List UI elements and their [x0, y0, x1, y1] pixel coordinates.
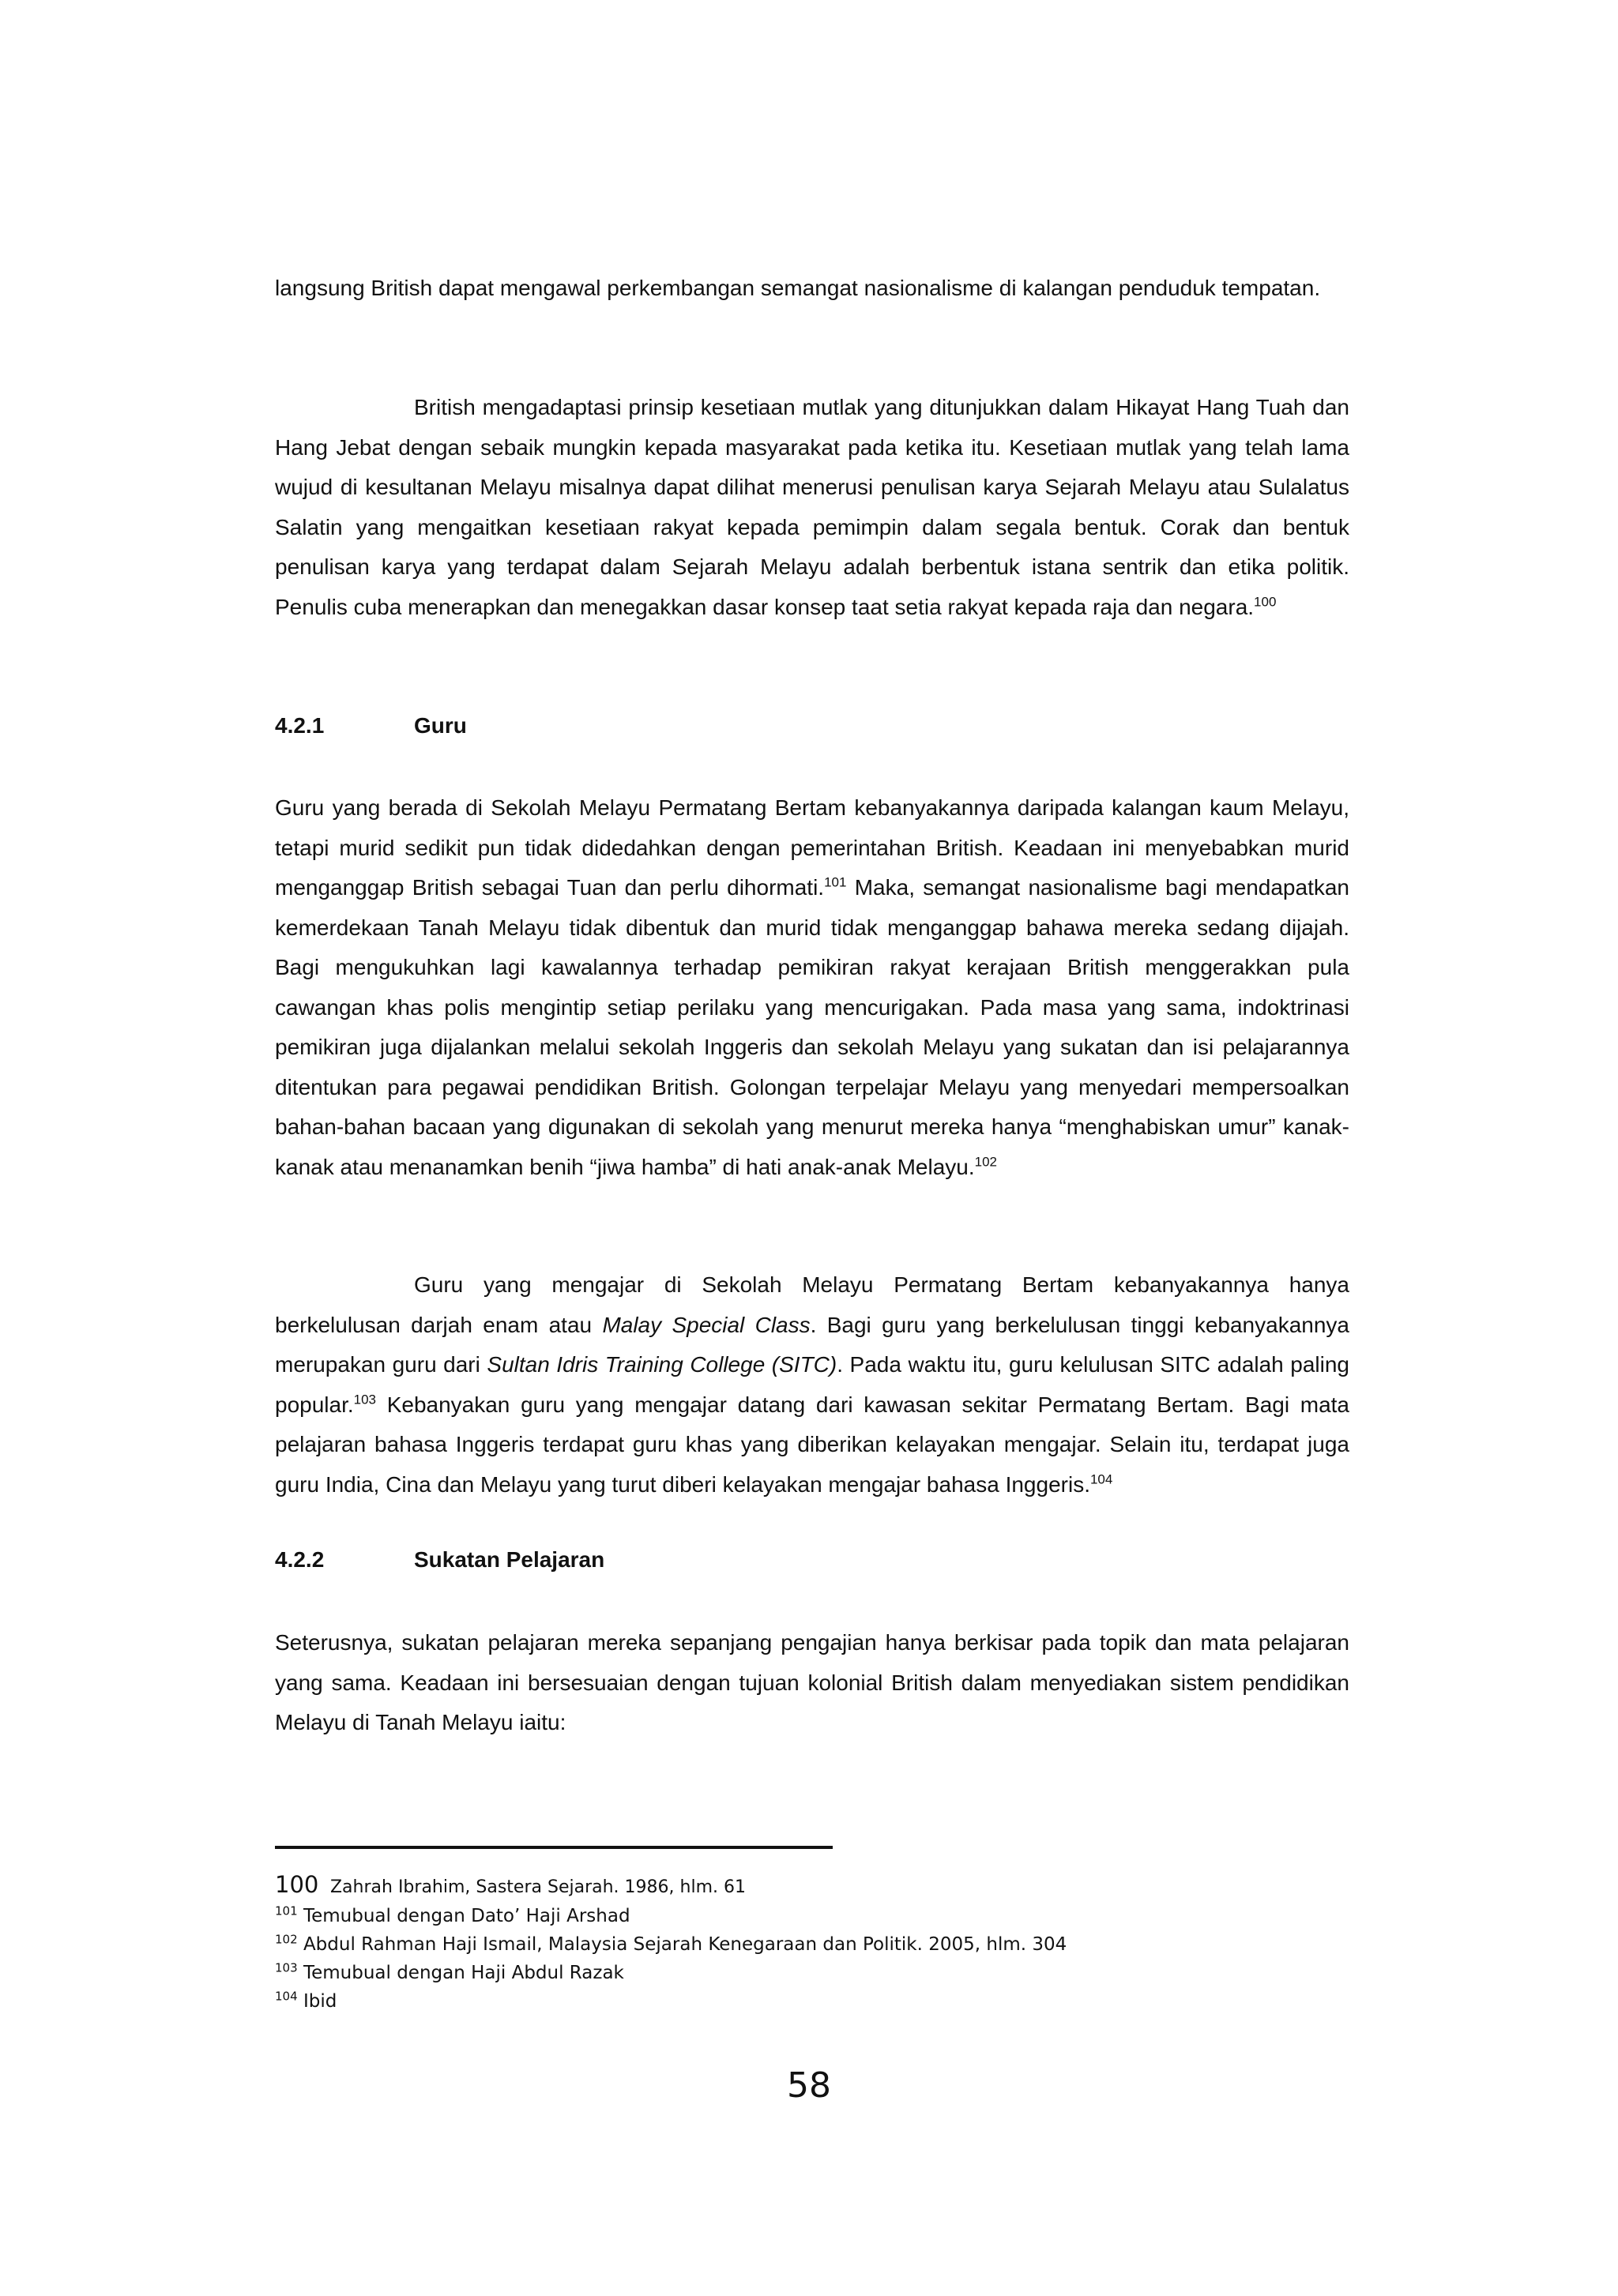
footnote-number: 101 — [275, 1903, 298, 1918]
footnote-ref-104[interactable]: 104 — [1089, 1471, 1113, 1487]
section-number: 4.2.2 — [275, 1547, 325, 1572]
paragraph-sukatan — [275, 1623, 1349, 1743]
section-heading-sukatan — [275, 1544, 604, 1576]
footnote-number: 103 — [275, 1960, 298, 1975]
paragraph-text: Maka, semangat nasionalisme bagi mendapatkan kemerdekaan Tanah Melayu tidak dibentuk dan murid tidak menganggap bahawa mereka sedang dijajah. Bagi mengukuhkan lagi kawalannya terhadap pemikiran rakyat kerajaan British menggerakkan pula cawangan khas polis mengintip setiap perilaku yang mencurigakan. Pada masa yang sama, indoktrinasi pemikiran juga dijalankan melalui sekolah Inggeris dan sekolah Melayu yang sukatan dan isi pelajarannya ditentukan para pegawai pendidikan British. Golongan terpelajar Melayu yang menyedari mempersoalkan bahan-bahan bacaan yang digunakan di sekolah yang menurut mereka hanya “menghabiskan umur” kanak-kanak atau menanamkan benih “jiwa hamba” di hati anak-anak Melayu. — [275, 875, 1350, 1179]
paragraph-text: . Bagi guru yang berkelulusan tinggi kebanyakannya merupakan guru dari — [275, 1312, 1349, 1377]
footnote-item — [275, 1959, 1223, 1987]
paragraph-intro-continuation — [275, 269, 1349, 309]
paragraph-text: British mengadaptasi prinsip kesetiaan mutlak yang ditunjukkan dalam Hikayat Hang Tuah dan Hang Jebat dengan sebaik mungkin kepada masyarakat pada ketika itu. Kesetiaan mutlak yang telah lama wujud di kesultanan Melayu misalnya dapat dilihat menerusi penulisan karya Sejarah Melayu atau Sulalatus Salatin yang mengaitkan kesetiaan rakyat kepada pemimpin dalam segala bentuk. Corak dan bentuk penulisan karya yang terdapat dalam Sejarah Melayu adalah berbentuk istana sentrik dan etika politik. Penulis cuba menerapkan dan menegakkan dasar konsep taat setia rakyat kepada raja dan negara. — [275, 395, 1349, 619]
section-title: Guru — [414, 713, 467, 738]
footnote-number: 104 — [275, 1989, 298, 2004]
page-number: 58 — [787, 2065, 831, 2106]
footnote-number: 102 — [275, 1932, 298, 1947]
italic-term: Sultan Idris Training College (SITC) — [487, 1352, 837, 1377]
footnote-ref-100[interactable]: 100 — [1254, 594, 1277, 610]
paragraph-text: Kebanyakan guru yang mengajar datang dari kawasan sekitar Permatang Bertam. Bagi mata pelajaran bahasa Inggeris terdapat guru khas yang diberikan kelayakan mengajar. Selain itu, terdapat juga guru India, Cina dan Melayu yang turut diberi kelayakan mengajar bahasa Inggeris. — [275, 1392, 1349, 1497]
italic-term: Malay Special Class — [602, 1312, 811, 1337]
section-title: Sukatan Pelajaran — [414, 1547, 605, 1572]
footnote-divider — [275, 1846, 833, 1849]
footnote-text: Abdul Rahman Haji Ismail, Malaysia Sejarah Kenegaraan dan Politik. 2005, hlm. 304 — [303, 1934, 1067, 1955]
paragraph-british-loyalty — [275, 388, 1349, 627]
paragraph-text: Seterusnya, sukatan pelajaran mereka sepanjang pengajian hanya berkisar pada topik dan mata pelajaran yang sama. Keadaan ini bersesuaian dengan tujuan kolonial British dalam menyediakan sistem pendidikan Melayu di Tanah Melayu iaitu: — [275, 1630, 1349, 1734]
section-number: 4.2.1 — [275, 713, 325, 738]
paragraph-guru-1 — [275, 788, 1349, 1187]
paragraph-text: . Pada waktu itu, guru kelulusan SITC adalah paling popular. — [275, 1352, 1350, 1417]
footnote-text: Ibid — [303, 1991, 337, 2012]
footnote-list — [275, 1870, 1223, 2016]
paragraph-guru-2 — [275, 1265, 1349, 1505]
paragraph-text: Guru yang berada di Sekolah Melayu Permatang Bertam kebanyakannya daripada kalangan kaum Melayu, tetapi murid sedikit pun tidak didedahkan dengan pemerintahan British. Keadaan ini menyebabkan murid menganggap British sebagai Tuan dan perlu dihormati. — [275, 795, 1349, 900]
footnote-ref-102[interactable]: 102 — [974, 1154, 997, 1170]
footnote-ref-101[interactable]: 101 — [824, 874, 847, 890]
footnote-item — [275, 1930, 1223, 1959]
footnote-text: Temubual dengan Dato’ Haji Arshad — [303, 1906, 630, 1926]
paragraph-text: langsung British dapat mengawal perkembangan semangat nasionalisme di kalangan penduduk tempatan. — [275, 276, 1321, 300]
footnote-item — [275, 1987, 1223, 2016]
footnote-item — [275, 1870, 1223, 1902]
footnote-item — [275, 1902, 1223, 1930]
paragraph-text: Guru yang mengajar di Sekolah Melayu Permatang Bertam kebanyakannya hanya berkelulusan darjah enam atau — [275, 1272, 1349, 1337]
footnote-text: Temubual dengan Haji Abdul Razak — [303, 1963, 624, 1983]
footnote-text: Zahrah Ibrahim, Sastera Sejarah. 1986, hlm. 61 — [329, 1877, 746, 1897]
footnote-ref-103[interactable]: 103 — [353, 1392, 377, 1407]
section-heading-guru — [275, 710, 467, 742]
footnote-number: 100 — [275, 1871, 319, 1898]
